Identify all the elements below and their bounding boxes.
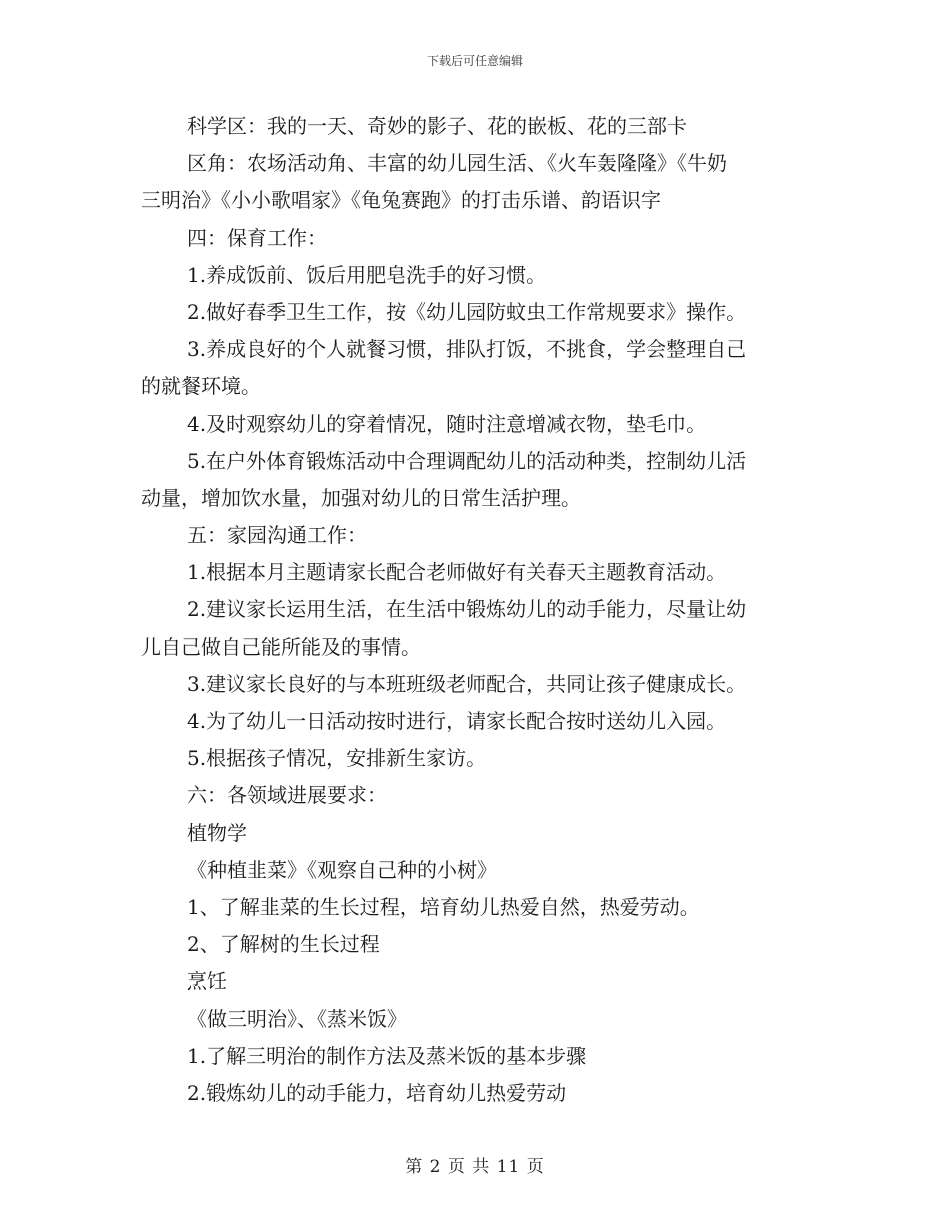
- text-line: 2.建议家长运用生活，在生活中锻炼幼儿的动手能力，尽量让幼: [187, 597, 747, 622]
- text-line: 2、了解树的生长过程: [187, 932, 380, 957]
- text-line: 3.养成良好的个人就餐习惯，排队打饭，不挑食，学会整理自己: [187, 337, 747, 362]
- page-footer: 第 2 页 共 11 页: [405, 1157, 545, 1177]
- text-line: 动量，增加饮水量，加强对幼儿的日常生活护理。: [141, 485, 581, 510]
- section-heading: 五：家园沟通工作：: [187, 523, 367, 548]
- text-line: 2.做好春季卫生工作，按《幼儿园防蚊虫工作常规要求》操作。: [187, 299, 747, 324]
- text-line: 5.根据孩子情况，安排新生家访。: [187, 746, 487, 771]
- text-line: 4.为了幼儿一日活动按时进行，请家长配合按时送幼儿入园。: [187, 709, 727, 733]
- document-body: [141, 108, 811, 1112]
- text-line: 烹饪: [187, 969, 227, 994]
- text-line: 《做三明治》、《蒸米饭》: [187, 1006, 407, 1031]
- text-line: 1.养成饭前、饭后用肥皂洗手的好习惯。: [187, 262, 547, 287]
- text-line: 儿自己做自己能所能及的事情。: [141, 634, 421, 659]
- text-line: 植物学: [187, 820, 247, 845]
- text-line: 4.及时观察幼儿的穿着情况，随时注意增减衣物，垫毛巾。: [187, 411, 707, 436]
- text-line: 5.在户外体育锻炼活动中合理调配幼儿的活动种类，控制幼儿活: [187, 448, 747, 473]
- section-heading: 六：各领域进展要求：: [187, 783, 387, 808]
- text-line: 的就餐环境。: [141, 374, 261, 399]
- text-line: 《种植韭菜》《观察自己种的小树》: [187, 857, 497, 882]
- text-line: 2.锻炼幼儿的动手能力，培育幼儿热爱劳动: [187, 1080, 567, 1105]
- page-header: 下载后可任意编辑: [426, 54, 523, 68]
- text-line: 1.根据本月主题请家长配合老师做好有关春天主题教育活动。: [187, 560, 727, 585]
- text-line: 1、了解韭菜的生长过程，培育幼儿热爱自然，热爱劳动。: [187, 894, 700, 919]
- section-heading: 四：保育工作：: [187, 225, 327, 250]
- text-line: 三明治》《小小歌唱家》《龟兔赛跑》的打击乐谱、韵语识字: [141, 188, 661, 213]
- text-line: 区角：农场活动角、丰富的幼儿园生活、《火车轰隆隆》《牛奶: [187, 151, 727, 176]
- text-line: 3.建议家长良好的与本班班级老师配合，共同让孩子健康成长。: [187, 671, 747, 696]
- text-line: 科学区：我的一天、奇妙的影子、花的嵌板、花的三部卡: [187, 114, 687, 138]
- text-line: 1.了解三明治的制作方法及蒸米饭的基本步骤: [187, 1043, 587, 1068]
